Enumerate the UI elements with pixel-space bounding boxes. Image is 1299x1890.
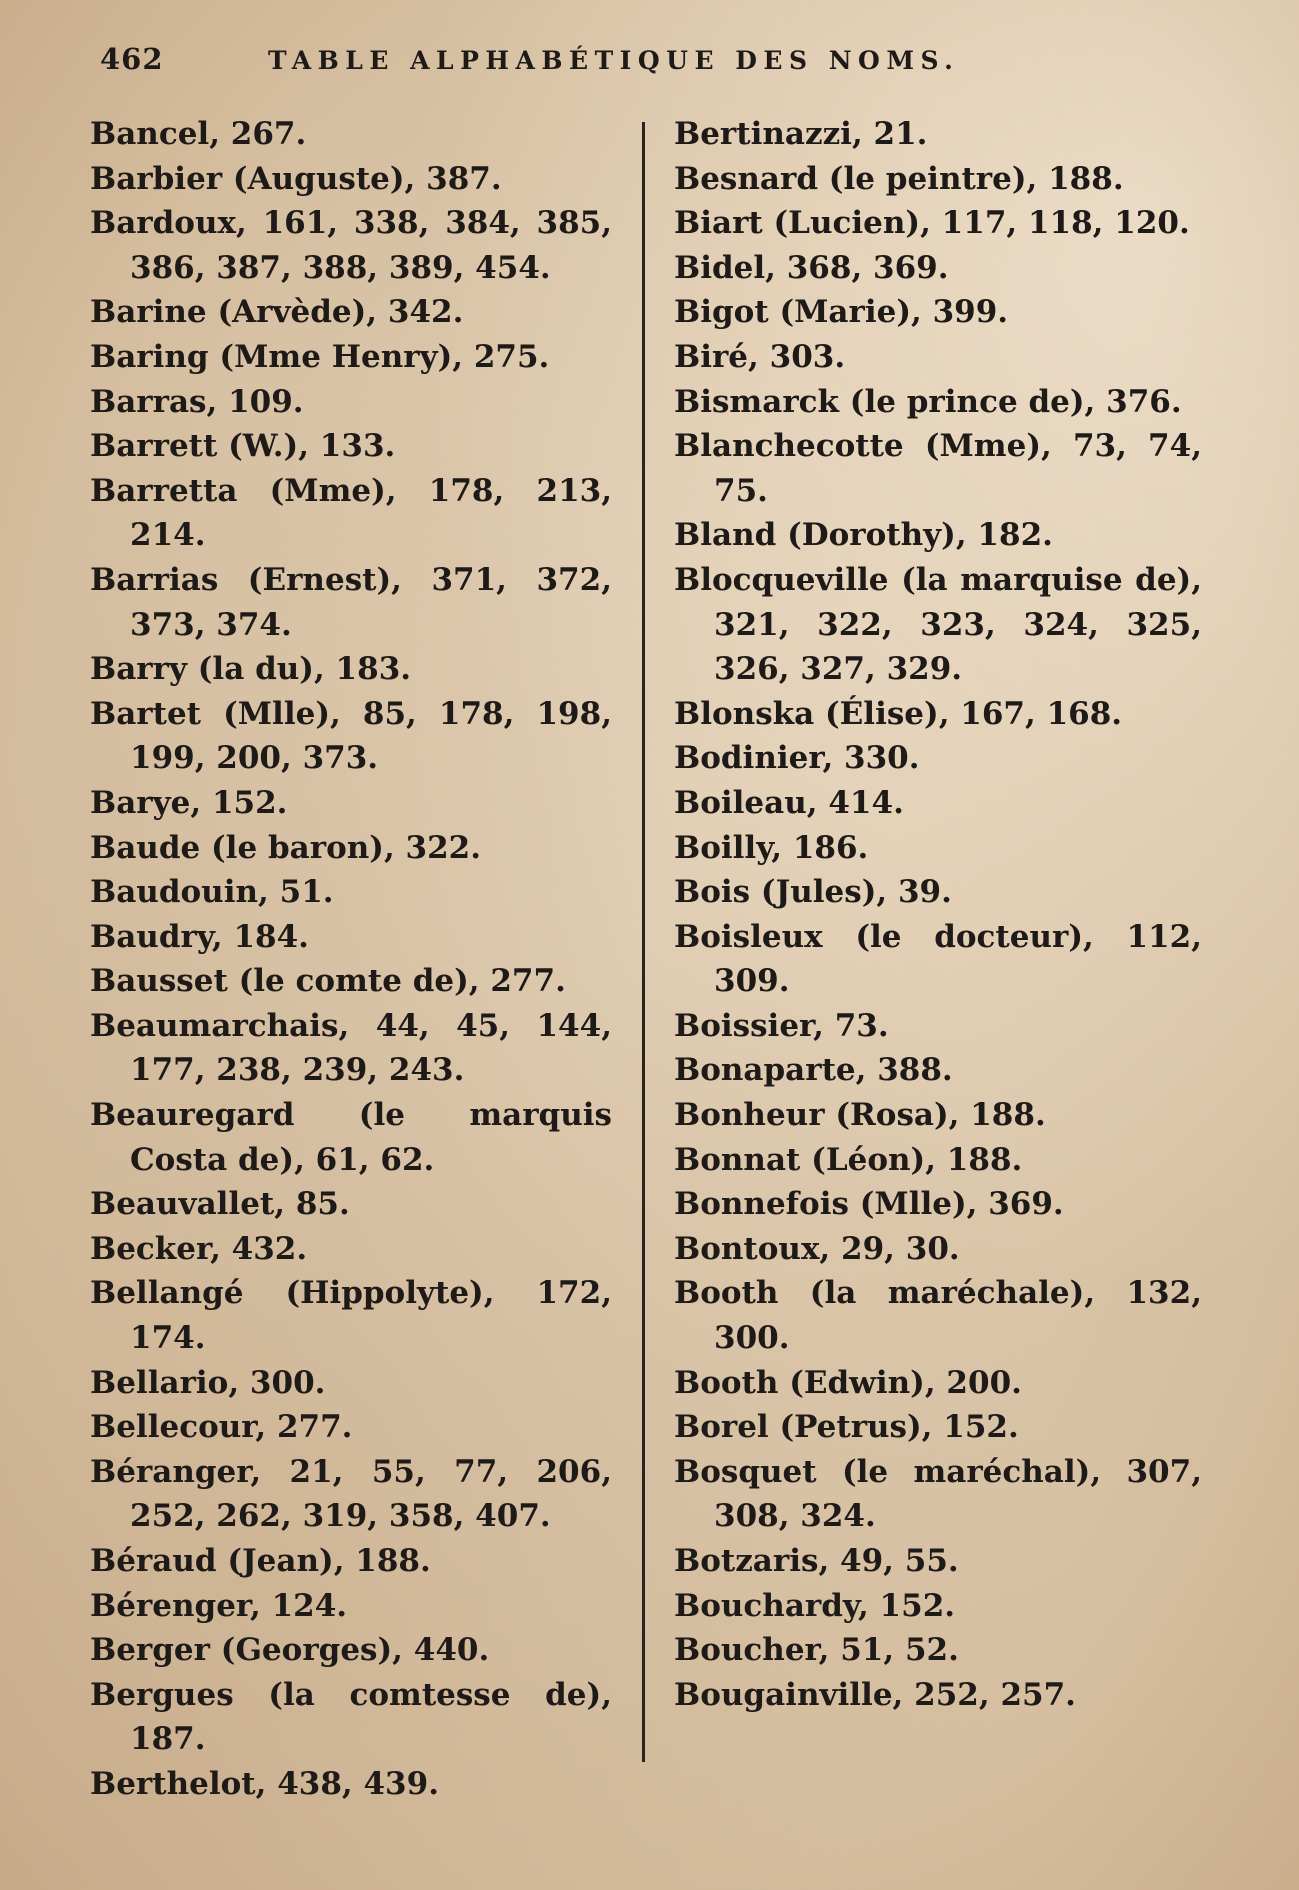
- index-entry: Boissier, 73.: [674, 1007, 889, 1044]
- index-entry: Berger (Georges), 440.: [90, 1632, 490, 1669]
- index-entry: Boileau, 414.: [674, 784, 904, 821]
- index-entry: Bausset (le comte de), 277.: [90, 963, 566, 1000]
- index-entry: Bellangé (Hippolyte), 172, 174.: [90, 1275, 612, 1357]
- index-entry: Bland (Dorothy), 182.: [674, 517, 1053, 554]
- running-title: TABLE ALPHABÉTIQUE DES NOMS.: [268, 46, 960, 75]
- index-entry: Besnard (le peintre), 188.: [674, 160, 1124, 197]
- index-entry: Bismarck (le prince de), 376.: [674, 383, 1182, 420]
- index-entry: Barrias (Ernest), 371, 372, 373, 374.: [90, 561, 612, 643]
- index-column-left: [90, 112, 612, 1807]
- index-entry: Baring (Mme Henry), 275.: [90, 338, 550, 375]
- index-entry: Béranger, 21, 55, 77, 206, 252, 262, 319, 358, 407.: [90, 1453, 612, 1535]
- index-entry: Bontoux, 29, 30.: [674, 1230, 960, 1267]
- index-entry: Barine (Arvède), 342.: [90, 294, 464, 331]
- index-entry: Boilly, 186.: [674, 829, 869, 866]
- page-number: 462: [100, 42, 164, 76]
- index-entry: Bois (Jules), 39.: [674, 874, 952, 911]
- index-entry: Barras, 109.: [90, 383, 304, 420]
- index-entry: Bonaparte, 388.: [674, 1052, 953, 1089]
- index-entry: Baudry, 184.: [90, 918, 309, 955]
- index-entry: Baude (le baron), 322.: [90, 829, 482, 866]
- index-entry: Bancel, 267.: [90, 116, 307, 152]
- index-entry: Bérenger, 124.: [90, 1587, 348, 1624]
- index-entry: Barbier (Auguste), 387.: [90, 160, 502, 197]
- index-entry: Booth (Edwin), 200.: [674, 1364, 1022, 1401]
- index-entry: Berthelot, 438, 439.: [90, 1765, 439, 1802]
- index-entry: Bonnat (Léon), 188.: [674, 1141, 1023, 1178]
- index-entry: Bonheur (Rosa), 188.: [674, 1097, 1046, 1134]
- index-entry: Bouchardy, 152.: [674, 1587, 956, 1624]
- index-entry: Bougainville, 252, 257.: [674, 1676, 1076, 1713]
- index-entry: Becker, 432.: [90, 1230, 308, 1267]
- index-entry: Barretta (Mme), 178, 213, 214.: [90, 472, 612, 554]
- index-entry: Barry (la du), 183.: [90, 651, 412, 688]
- index-entry: Blonska (Élise), 167, 168.: [674, 695, 1123, 732]
- index-entry: Blanchecotte (Mme), 73, 74, 75.: [674, 428, 1202, 509]
- index-entry: Baudouin, 51.: [90, 874, 334, 911]
- index-entry: Biré, 303.: [674, 338, 846, 375]
- index-entry: Béraud (Jean), 188.: [90, 1543, 431, 1579]
- index-entry: Bartet (Mlle), 85, 178, 198, 199, 200, 373.: [90, 695, 612, 777]
- index-entry: Barrett (W.), 133.: [90, 428, 396, 465]
- index-entry: Bellario, 300.: [90, 1364, 326, 1401]
- index-entry: Boisleux (le docteur), 112, 309.: [674, 918, 1202, 1000]
- index-entry: Biart (Lucien), 117, 118, 120.: [674, 205, 1190, 242]
- column-divider: [642, 122, 645, 1762]
- index-entry: Beaumarchais, 44, 45, 144, 177, 238, 239, 243.: [90, 1007, 612, 1089]
- index-entry: Beauvallet, 85.: [90, 1186, 350, 1223]
- index-entry: Bellecour, 277.: [90, 1409, 353, 1446]
- index-entry: Bosquet (le maréchal), 307, 308, 324.: [674, 1453, 1202, 1535]
- index-entry: Barye, 152.: [90, 784, 288, 821]
- index-entry: Blocqueville (la marquise de), 321, 322, 323, 324, 325, 326, 327, 329.: [674, 561, 1202, 688]
- page-header: [100, 42, 1100, 86]
- index-entry: Bidel, 368, 369.: [674, 249, 949, 286]
- index-entry: Borel (Petrus), 152.: [674, 1409, 1019, 1446]
- index-entry: Boucher, 51, 52.: [674, 1632, 959, 1669]
- index-column-right: [674, 112, 1202, 1717]
- index-entry: Bardoux, 161, 338, 384, 385, 386, 387, 388, 389, 454.: [90, 205, 612, 286]
- index-entry: Bigot (Marie), 399.: [674, 294, 1009, 331]
- index-entry: Botzaris, 49, 55.: [674, 1543, 959, 1579]
- index-entry: Bodinier, 330.: [674, 740, 920, 777]
- index-entry: Bonnefois (Mlle), 369.: [674, 1186, 1064, 1223]
- index-entry: Booth (la maréchale), 132, 300.: [674, 1275, 1202, 1357]
- index-entry: Bergues (la comtesse de), 187.: [90, 1676, 612, 1758]
- index-entry: Beauregard (le marquis Costa de), 61, 62.: [90, 1097, 612, 1178]
- index-entry: Bertinazzi, 21.: [674, 116, 928, 152]
